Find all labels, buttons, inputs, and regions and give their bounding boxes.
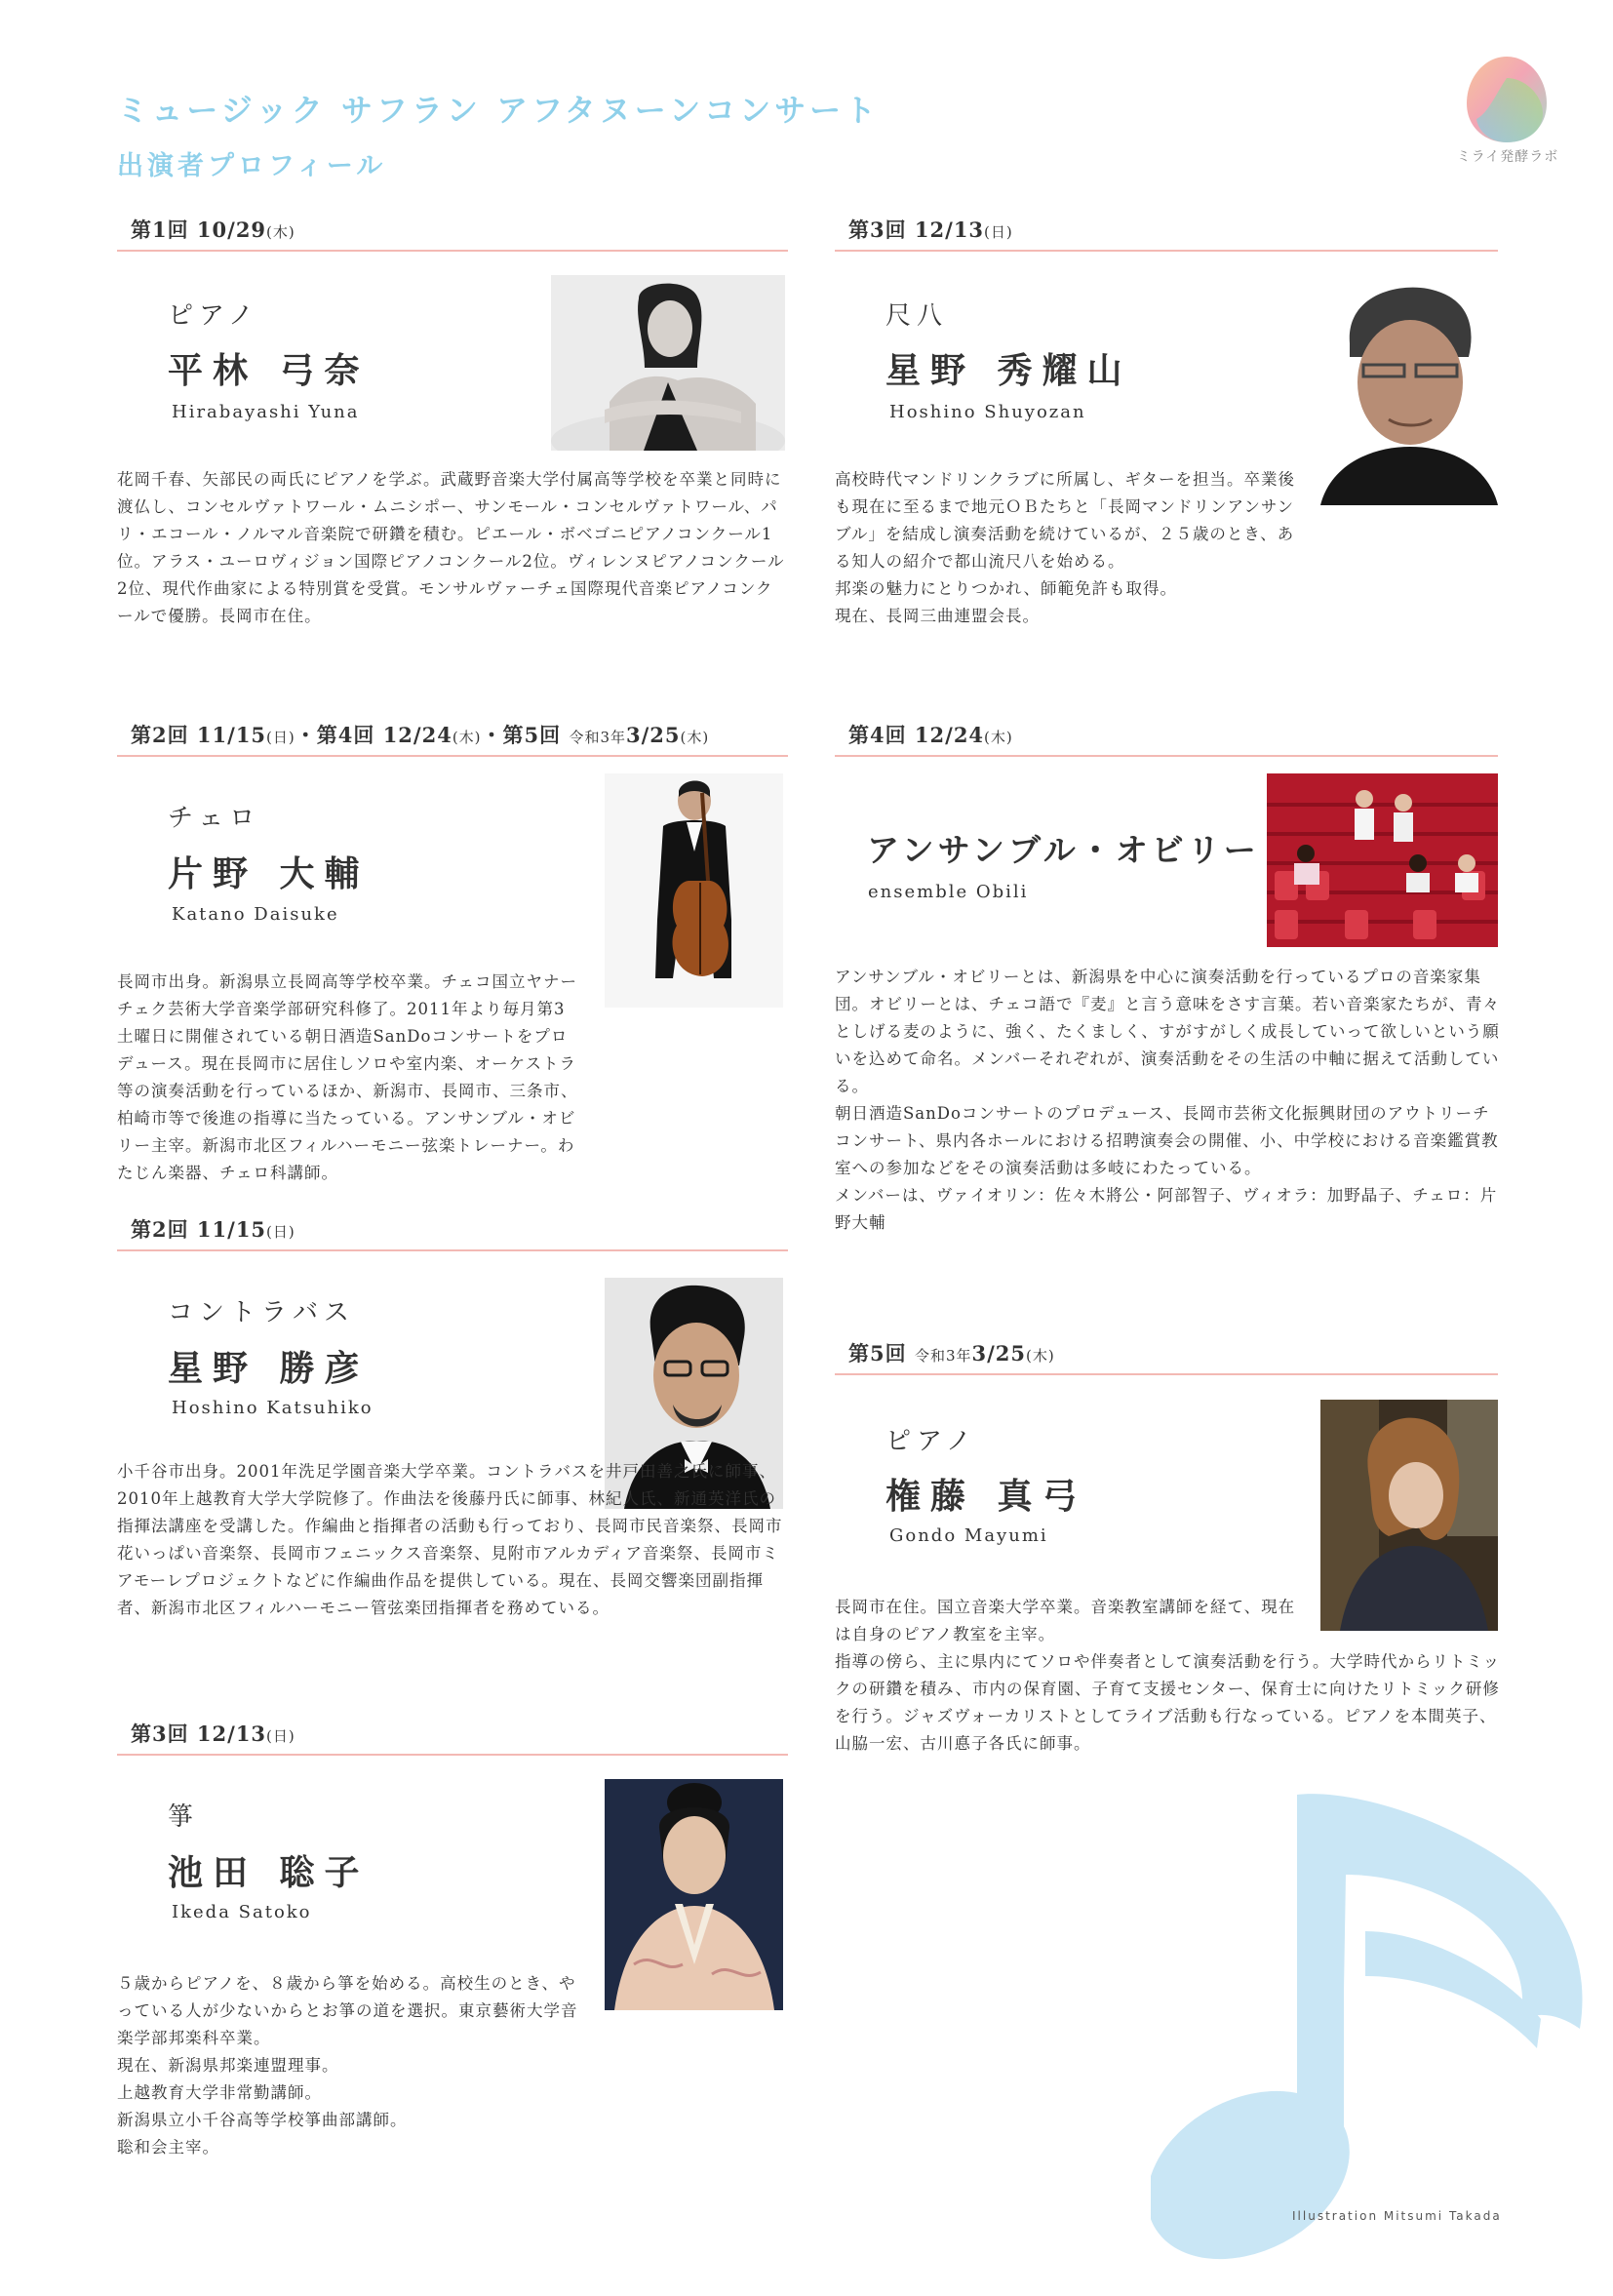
performer-name-roman: Ikeda Satoko bbox=[172, 1902, 312, 1922]
page-subtitle: 出演者プロフィール bbox=[117, 151, 387, 181]
page-title: ミュージック サフラン アフタヌーンコンサート bbox=[117, 92, 881, 129]
performer-name-roman: Hoshino Shuyozan bbox=[889, 402, 1086, 422]
ensemble-bio: アンサンブル・オビリーとは、新潟県を中心に演奏活動を行っているプロの音楽家集団。オビリーとは、チェコ語で『麦』と言う意味をさす言葉。若い音楽家たちが、青々としげる麦のように、強く、たくましく、すがすがしく成長していって欲しいという願いを込めて命名。メンバーそれぞれが、演奏活動をその生活の中軸に据えて活動している。 朝日酒造SanDoコンサートのプロデュース、長岡市芸術文化振興財団のアウトリーチコンサート、県内各ホールにおける招聘演奏会の開催、小、中学校における音楽鑑賞教室への参加などをその演奏活動は多岐にわたっている。 メンバーは、ヴァイオリン：佐々木將公・阿部智子、ヴィオラ：加野晶子、チェロ：片野大輔 bbox=[835, 968, 1501, 1232]
section-heading: 第2回 11/15(日) bbox=[131, 1217, 295, 1242]
section-divider bbox=[117, 1754, 788, 1756]
performer-name-roman: Gondo Mayumi bbox=[889, 1525, 1048, 1546]
performer-photo bbox=[605, 773, 783, 1008]
performer-bio: 小千谷市出身。2001年洗足学園音楽大学卒業。コントラバスを井戸田善之氏に師事、2010年上越教育大学大学院修了。作曲法を後藤丹氏に師事、林紀人氏、新通英洋氏の指揮法講座を受講した。作編曲と指揮者の活動も行っており、長岡市民音楽祭、長岡市花いっぱい音楽祭、長岡市フェニックス音楽祭、見附市アルカディア音楽祭、長岡市ミアモーレプロジェクトなどに作編曲作品を提供している。現在、長岡交響楽団副指揮者、新潟市北区フィルハーモニー管弦楽団指揮者を務めている。 bbox=[117, 1462, 783, 1617]
performer-name-roman: Hirabayashi Yuna bbox=[172, 402, 360, 422]
ensemble-name-roman: ensemble Obili bbox=[868, 882, 1029, 902]
instrument-label: コントラバス bbox=[168, 1298, 356, 1327]
performer-name: 星野 勝彦 bbox=[168, 1348, 370, 1389]
section-heading: 第4回 12/24(木) bbox=[848, 723, 1013, 747]
logo-text: ミライ発酵ラボ bbox=[1456, 149, 1559, 165]
ensemble-name: アンサンブル・オビリー bbox=[867, 831, 1260, 869]
performer-name-roman: Hoshino Katsuhiko bbox=[172, 1398, 374, 1418]
performer-name: 権藤 真弓 bbox=[885, 1476, 1087, 1517]
performer-photo bbox=[1320, 275, 1498, 505]
section-heading: 第5回 令和3年3/25(木) bbox=[848, 1341, 1055, 1366]
performer-name: 池田 聡子 bbox=[168, 1852, 370, 1893]
instrument-label: チェロ bbox=[168, 804, 261, 833]
section-divider bbox=[835, 755, 1498, 757]
section-divider bbox=[117, 250, 788, 252]
performer-name-roman: Katano Daisuke bbox=[172, 904, 339, 925]
performer-name: 片野 大輔 bbox=[168, 853, 370, 894]
instrument-label: ピアノ bbox=[168, 301, 259, 331]
instrument-label: 尺八 bbox=[885, 301, 949, 331]
section-divider bbox=[835, 250, 1498, 252]
illustration-credit: Illustration Mitsumi Takada bbox=[1292, 2209, 1502, 2223]
performer-bio: 長岡市出身。新潟県立長岡高等学校卒業。チェコ国立ヤナーチェク芸術大学音楽学部研究科修了。2011年より毎月第3土曜日に開催されている朝日酒造SanDoコンサートをプロデュース。現在長岡市に居住しソロや室内楽、オーケストラ等の演奏活動を行っているほか、新潟市、長岡市、三条市、柏崎市等で後進の指導に当たっている。アンサンブル・オビリー主宰。新潟市北区フィルハーモニー弦楽トレーナー。わたじん楽器、チェロ科講師。 bbox=[117, 972, 578, 1182]
section-divider bbox=[117, 1249, 788, 1251]
instrument-label: 箏 bbox=[168, 1802, 200, 1832]
performer-bio: ５歳からピアノを、８歳から箏を始める。高校生のとき、やっている人が少ないからとお箏の道を選択。東京藝術大学音楽学部邦楽科卒業。 現在、新潟県邦楽連盟理事。 上越教育大学非常勤講師。 新潟県立小千谷高等学校箏曲部講師。 聡和会主宰。 bbox=[117, 1974, 578, 2157]
section-heading: 第3回 12/13(日) bbox=[131, 1722, 295, 1746]
section-divider bbox=[835, 1373, 1498, 1375]
performer-bio: 長岡市在住。国立音楽大学卒業。音楽教室講師を経て、現在は自身のピアノ教室を主宰。 指導の傍ら、主に県内にてソロや伴奏者として演奏活動を行う。大学時代からリトミックの研鑽を積み、市内の保育園、子育て支援センター、保育士に向けたリトミック研修を行う。ジャズヴォーカリストとしてライブ活動も行なっている。ピアノを本間英子、山脇一宏、古川悳子各氏に師事。 bbox=[835, 1598, 1501, 1753]
section-heading: 第1回 10/29(木) bbox=[131, 218, 295, 242]
performer-photo bbox=[551, 275, 785, 451]
performer-name: 平林 弓奈 bbox=[168, 350, 370, 391]
performer-bio: 花岡千春、矢部民の両氏にピアノを学ぶ。武蔵野音楽大学付属高等学校を卒業と同時に渡仏し、コンセルヴァトワール・ムニシポー、サンモール・コンセルヴァトワール、パリ・エコール・ノルマル音楽院で研鑽を積む。ピエール・ボベゴニピアノコンクール1位。アラス・ユーロヴィジョン国際ピアノコンクール2位。ヴィレンヌピアノコンクール2位、現代作曲家による特別賞を受賞。モンサルヴァーチェ国際現代音楽ピアノコンクールで優勝。長岡市在住。 bbox=[117, 470, 785, 625]
section-divider bbox=[117, 755, 788, 757]
section-heading: 第3回 12/13(日) bbox=[848, 218, 1013, 242]
instrument-label: ピアノ bbox=[885, 1427, 977, 1456]
performer-name: 星野 秀耀山 bbox=[885, 350, 1132, 391]
performer-photo bbox=[605, 1779, 783, 2010]
performer-bio: 高校時代マンドリンクラブに所属し、ギターを担当。卒業後も現在に至るまで地元ＯＢたちと「長岡マンドリンアンサンブル」を結成し演奏活動を続けているが、２５歳のとき、ある知人の紹介で都山流尺八を始める。 邦楽の魅力にとりつかれ、師範免許も取得。 現在、長岡三曲連盟会長。 bbox=[835, 470, 1296, 625]
ensemble-photo bbox=[1267, 773, 1498, 947]
section-heading: 第2回 11/15(日)・第4回 12/24(木)・第5回 令和3年3/25(木) bbox=[131, 723, 710, 747]
